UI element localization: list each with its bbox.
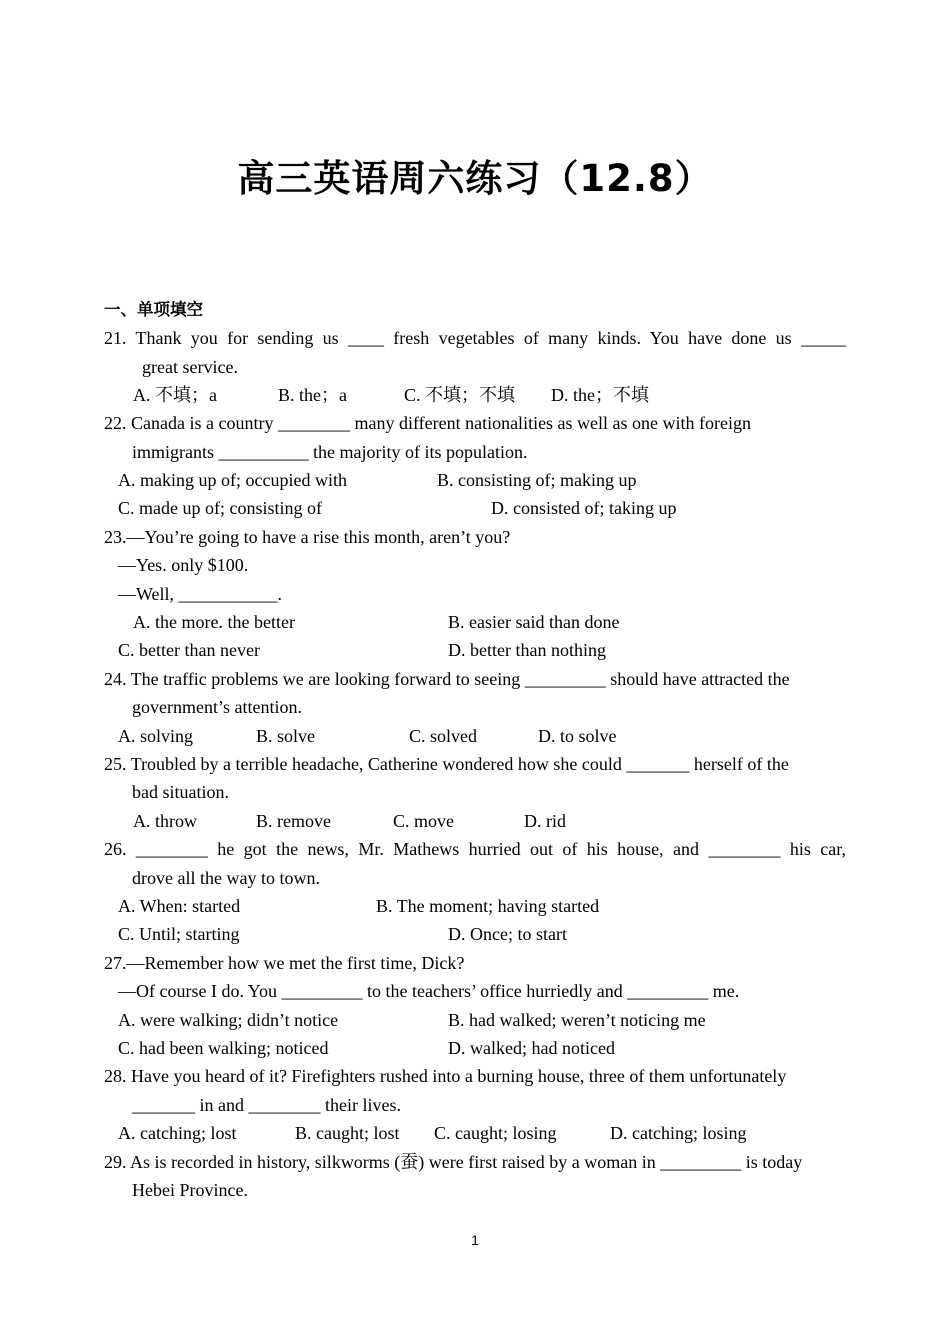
q25-option-a: A. throw bbox=[133, 811, 197, 831]
q21-option-b: B. the；a bbox=[278, 385, 347, 405]
question-21-line2: great service. bbox=[142, 357, 238, 377]
q25-option-d: D. rid bbox=[524, 811, 566, 831]
question-24-line1: 24. The traffic problems we are looking forward to seeing _________ should have attracted the bbox=[104, 669, 790, 689]
question-23-line2: —Yes. only $100. bbox=[118, 555, 249, 575]
q24-option-a: A. solving bbox=[118, 726, 194, 746]
q22-option-b: B. consisting of; making up bbox=[437, 470, 637, 490]
question-27-line1: 27.—Remember how we met the first time, Dick? bbox=[104, 953, 465, 973]
question-29-line2: Hebei Province. bbox=[132, 1180, 248, 1200]
q28-option-a: A. catching; lost bbox=[118, 1123, 237, 1143]
q23-option-a: A. the more. the better bbox=[133, 612, 295, 632]
q25-option-c: C. move bbox=[393, 811, 454, 831]
question-22-line1: 22. Canada is a country ________ many different nationalities as well as one with foreign bbox=[104, 413, 752, 433]
q26-option-c: C. Until; starting bbox=[118, 924, 240, 944]
question-24-line2: government’s attention. bbox=[132, 697, 302, 717]
q28-option-c: C. caught; losing bbox=[434, 1123, 557, 1143]
q25-option-b: B. remove bbox=[256, 811, 331, 831]
q26-option-b: B. The moment; having started bbox=[376, 896, 600, 916]
page-number: 1 bbox=[471, 1232, 479, 1248]
q27-option-b: B. had walked; weren’t noticing me bbox=[448, 1010, 706, 1030]
q27-option-d: D. walked; had noticed bbox=[448, 1038, 615, 1058]
q23-option-b: B. easier said than done bbox=[448, 612, 620, 632]
q21-option-d: D. the；不填 bbox=[551, 385, 649, 405]
question-23-line1: 23.—You’re going to have a rise this month, aren’t you? bbox=[104, 527, 511, 547]
section-heading: 一、单项填空 bbox=[104, 300, 203, 319]
q21-option-a: A. 不填；a bbox=[133, 385, 217, 405]
q28-option-b: B. caught; lost bbox=[295, 1123, 400, 1143]
question-25-line2: bad situation. bbox=[132, 782, 229, 802]
question-21-line1: 21. Thank you for sending us ____ fresh vegetables of many kinds. You have done us _____ bbox=[104, 328, 846, 348]
q23-option-c: C. better than never bbox=[118, 640, 260, 660]
q22-option-c: C. made up of; consisting of bbox=[118, 498, 322, 518]
question-26-line1: 26. ________ he got the news, Mr. Mathews hurried out of his house, and ________ his car, bbox=[104, 839, 846, 859]
q24-option-c: C. solved bbox=[409, 726, 478, 746]
q22-option-d: D. consisted of; taking up bbox=[491, 498, 677, 518]
question-22-line2: immigrants __________ the majority of its population. bbox=[132, 442, 528, 462]
q21-option-c: C. 不填；不填 bbox=[404, 385, 516, 405]
question-27-line2: —Of course I do. You _________ to the teachers’ office hurriedly and _________ me. bbox=[118, 981, 740, 1001]
question-28-line1: 28. Have you heard of it? Firefighters rushed into a burning house, three of them unfortunately bbox=[104, 1066, 787, 1086]
q27-option-c: C. had been walking; noticed bbox=[118, 1038, 329, 1058]
q23-option-d: D. better than nothing bbox=[448, 640, 606, 660]
q22-option-a: A. making up of; occupied with bbox=[118, 470, 347, 490]
question-26-line2: drove all the way to town. bbox=[132, 868, 320, 888]
question-28-line2: _______ in and ________ their lives. bbox=[132, 1095, 401, 1115]
q24-option-b: B. solve bbox=[256, 726, 316, 746]
page-title: 高三英语周六练习（12.8） bbox=[237, 157, 713, 200]
q24-option-d: D. to solve bbox=[538, 726, 617, 746]
q26-option-a: A. When: started bbox=[118, 896, 241, 916]
question-29-line1: 29. As is recorded in history, silkworms (蚕) were first raised by a woman in _________ is today bbox=[104, 1152, 803, 1172]
q26-option-d: D. Once; to start bbox=[448, 924, 567, 944]
q27-option-a: A. were walking; didn’t notice bbox=[118, 1010, 339, 1030]
question-25-line1: 25. Troubled by a terrible headache, Catherine wondered how she could _______ herself of the bbox=[104, 754, 789, 774]
question-23-line3: —Well, ___________. bbox=[118, 584, 283, 604]
q28-option-d: D. catching; losing bbox=[610, 1123, 747, 1143]
